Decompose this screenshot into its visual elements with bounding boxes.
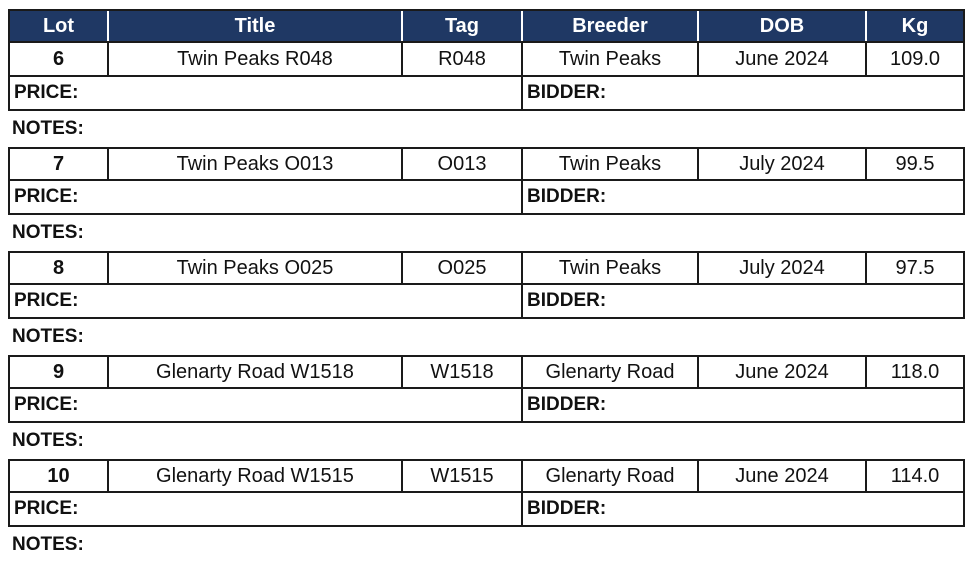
lot-weight: 114.0 <box>890 464 940 487</box>
lot-tag: R048 <box>403 43 523 75</box>
table-header <box>8 9 965 43</box>
price-bidder-row <box>8 285 965 319</box>
price-label: PRICE: <box>14 394 79 415</box>
lot-tag: O013 <box>403 149 523 179</box>
price-field[interactable] <box>10 77 523 109</box>
price-label: PRICE: <box>14 186 79 207</box>
lot-tag: W1518 <box>403 357 523 387</box>
lot-row <box>8 355 965 389</box>
lot-number: 8 <box>10 253 109 283</box>
lot-title: Twin Peaks O025 <box>109 253 403 283</box>
lot-block <box>8 459 965 563</box>
lot-title: Glenarty Road W1518 <box>109 357 403 387</box>
price-label: PRICE: <box>14 498 79 519</box>
bidder-field[interactable] <box>523 181 963 213</box>
price-bidder-row <box>8 493 965 527</box>
price-field[interactable] <box>10 181 523 213</box>
lot-block <box>8 147 965 251</box>
lot-title: Twin Peaks R048 <box>109 43 403 75</box>
lot-row <box>8 43 965 77</box>
notes-label: NOTES: <box>12 534 84 555</box>
notes-label: NOTES: <box>12 118 84 139</box>
lot-weight: 118.0 <box>890 360 940 383</box>
bidder-label: BIDDER: <box>527 82 607 103</box>
header-title: Title <box>109 11 403 41</box>
lot-breeder: Glenarty Road <box>523 461 699 491</box>
lot-breeder: Twin Peaks <box>523 43 699 75</box>
lot-breeder: Glenarty Road <box>523 357 699 387</box>
lot-row <box>8 251 965 285</box>
notes-field[interactable] <box>8 423 965 459</box>
lot-dob: June 2024 <box>699 461 867 491</box>
bidder-label: BIDDER: <box>527 498 607 519</box>
lot-number: 6 <box>10 43 109 75</box>
price-field[interactable] <box>10 285 523 317</box>
price-label: PRICE: <box>14 290 79 311</box>
lot-row <box>8 147 965 181</box>
lot-row <box>8 459 965 493</box>
price-field[interactable] <box>10 493 523 525</box>
notes-field[interactable] <box>8 319 965 355</box>
notes-field[interactable] <box>8 527 965 563</box>
notes-field[interactable] <box>8 111 965 147</box>
lot-dob: July 2024 <box>699 253 867 283</box>
notes-label: NOTES: <box>12 222 84 243</box>
lot-title: Glenarty Road W1515 <box>109 461 403 491</box>
lot-tag: W1515 <box>403 461 523 491</box>
header-kg: Kg <box>901 14 929 37</box>
bidder-field[interactable] <box>523 285 963 317</box>
header-tag: Tag <box>403 11 523 41</box>
lot-weight: 99.5 <box>895 152 935 175</box>
bidder-field[interactable] <box>523 389 963 421</box>
lot-block <box>8 251 965 355</box>
lot-block <box>8 355 965 459</box>
header-lot: Lot <box>10 11 109 41</box>
price-field[interactable] <box>10 389 523 421</box>
bidder-label: BIDDER: <box>527 394 607 415</box>
lot-tag: O025 <box>403 253 523 283</box>
lot-dob: June 2024 <box>699 357 867 387</box>
lot-title: Twin Peaks O013 <box>109 149 403 179</box>
header-breeder: Breeder <box>523 11 699 41</box>
price-label: PRICE: <box>14 82 79 103</box>
bidder-field[interactable] <box>523 77 963 109</box>
lot-number: 10 <box>10 461 109 491</box>
lot-block <box>8 43 965 147</box>
price-bidder-row <box>8 77 965 111</box>
price-bidder-row <box>8 181 965 215</box>
notes-field[interactable] <box>8 215 965 251</box>
lot-list <box>8 43 965 563</box>
lot-breeder: Twin Peaks <box>523 253 699 283</box>
lot-weight: 109.0 <box>889 47 941 70</box>
lot-number: 9 <box>10 357 109 387</box>
notes-label: NOTES: <box>12 326 84 347</box>
bidder-field[interactable] <box>523 493 963 525</box>
header-dob: DOB <box>699 11 867 41</box>
price-bidder-row <box>8 389 965 423</box>
lot-dob: July 2024 <box>699 149 867 179</box>
lot-weight: 97.5 <box>895 256 935 279</box>
auction-sheet <box>8 9 965 563</box>
lot-dob: June 2024 <box>699 43 867 75</box>
notes-label: NOTES: <box>12 430 84 451</box>
bidder-label: BIDDER: <box>527 290 607 311</box>
lot-breeder: Twin Peaks <box>523 149 699 179</box>
bidder-label: BIDDER: <box>527 186 607 207</box>
lot-number: 7 <box>10 149 109 179</box>
